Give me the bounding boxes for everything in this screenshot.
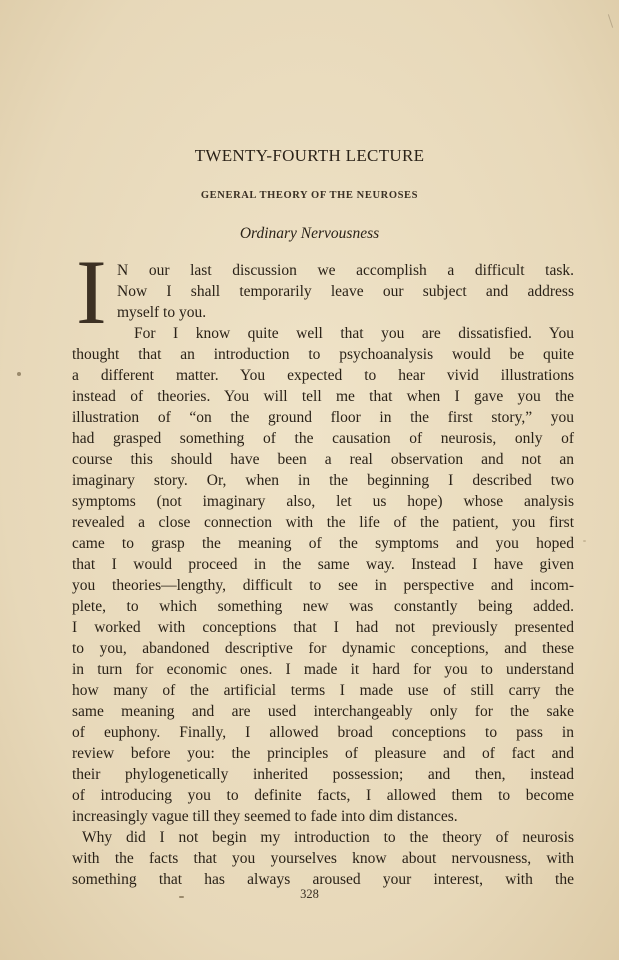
text-line: imaginary story. Or, when in the beginning I described two — [72, 472, 574, 489]
page-number: 328 — [300, 887, 319, 901]
text-line: For I know quite well that you are dissatisfied. You — [134, 325, 574, 342]
text-line: a different matter. You expected to hear vivid illustrations — [72, 367, 574, 384]
text-line: increasingly vague till they seemed to fade into dim distances. — [72, 808, 458, 825]
text-line: in turn for economic ones. I made it hard for you to understand — [72, 661, 574, 678]
text-line: Why did I not begin my introduction to the theory of neurosis — [82, 829, 574, 846]
text-line: had grasped something of the causation of neurosis, only of — [72, 430, 574, 447]
text-line: came to grasp the meaning of the symptoms and you hoped — [72, 535, 574, 552]
lecture-title: TWENTY-FOURTH LECTURE — [194, 146, 425, 165]
text-line: with the facts that you yourselves know about nervousness, with — [72, 850, 574, 867]
text-line: revealed a close connection with the life of the patient, you first — [72, 514, 574, 531]
page-edge-mark — [608, 14, 613, 28]
text-line: instead of theories. You will tell me that when I gave you the — [72, 388, 574, 405]
text-line: you theories—lengthy, difficult to see in perspective and incom- — [72, 577, 574, 594]
text-line: same meaning and are used interchangeably only for the sake — [72, 703, 574, 720]
drop-cap: I — [76, 241, 107, 343]
margin-speck — [583, 540, 586, 542]
text-line: that I would proceed in the same way. Instead I have given — [72, 556, 574, 573]
text-line: something that has always aroused your interest, with the — [72, 871, 574, 888]
text-line: N our last discussion we accomplish a difficult task. — [117, 262, 574, 279]
text-line: of euphony. Finally, I allowed broad conceptions to pass in — [72, 724, 574, 741]
text-line: review before you: the principles of pleasure and of fact and — [72, 745, 574, 762]
text-line: plete, to which something new was constantly being added. — [72, 598, 574, 615]
text-line: course this should have been a real observation and not an — [72, 451, 574, 468]
margin-speck — [17, 372, 21, 376]
section-title: Ordinary Nervousness — [239, 225, 380, 242]
lecture-subtitle: GENERAL THEORY OF THE NEUROSES — [200, 190, 419, 201]
text-line: myself to you. — [117, 304, 207, 321]
text-line: to you, abandoned descriptive for dynamic conceptions, and these — [72, 640, 574, 657]
text-line: thought that an introduction to psychoanalysis would be quite — [72, 346, 574, 363]
text-line: illustration of “on the ground floor in the first story,” you — [72, 409, 574, 426]
text-line: Now I shall temporarily leave our subject and address — [117, 283, 574, 300]
body-text — [72, 260, 574, 890]
text-line: I worked with conceptions that I had not previously presented — [72, 619, 574, 636]
text-line: their phylogenetically inherited possession; and then, instead — [72, 766, 574, 783]
text-line: symptoms (not imaginary also, let us hope) whose analysis — [72, 493, 574, 510]
text-line: how many of the artificial terms I made use of still carry the — [72, 682, 574, 699]
text-line: of introducing you to definite facts, I allowed them to become — [72, 787, 574, 804]
